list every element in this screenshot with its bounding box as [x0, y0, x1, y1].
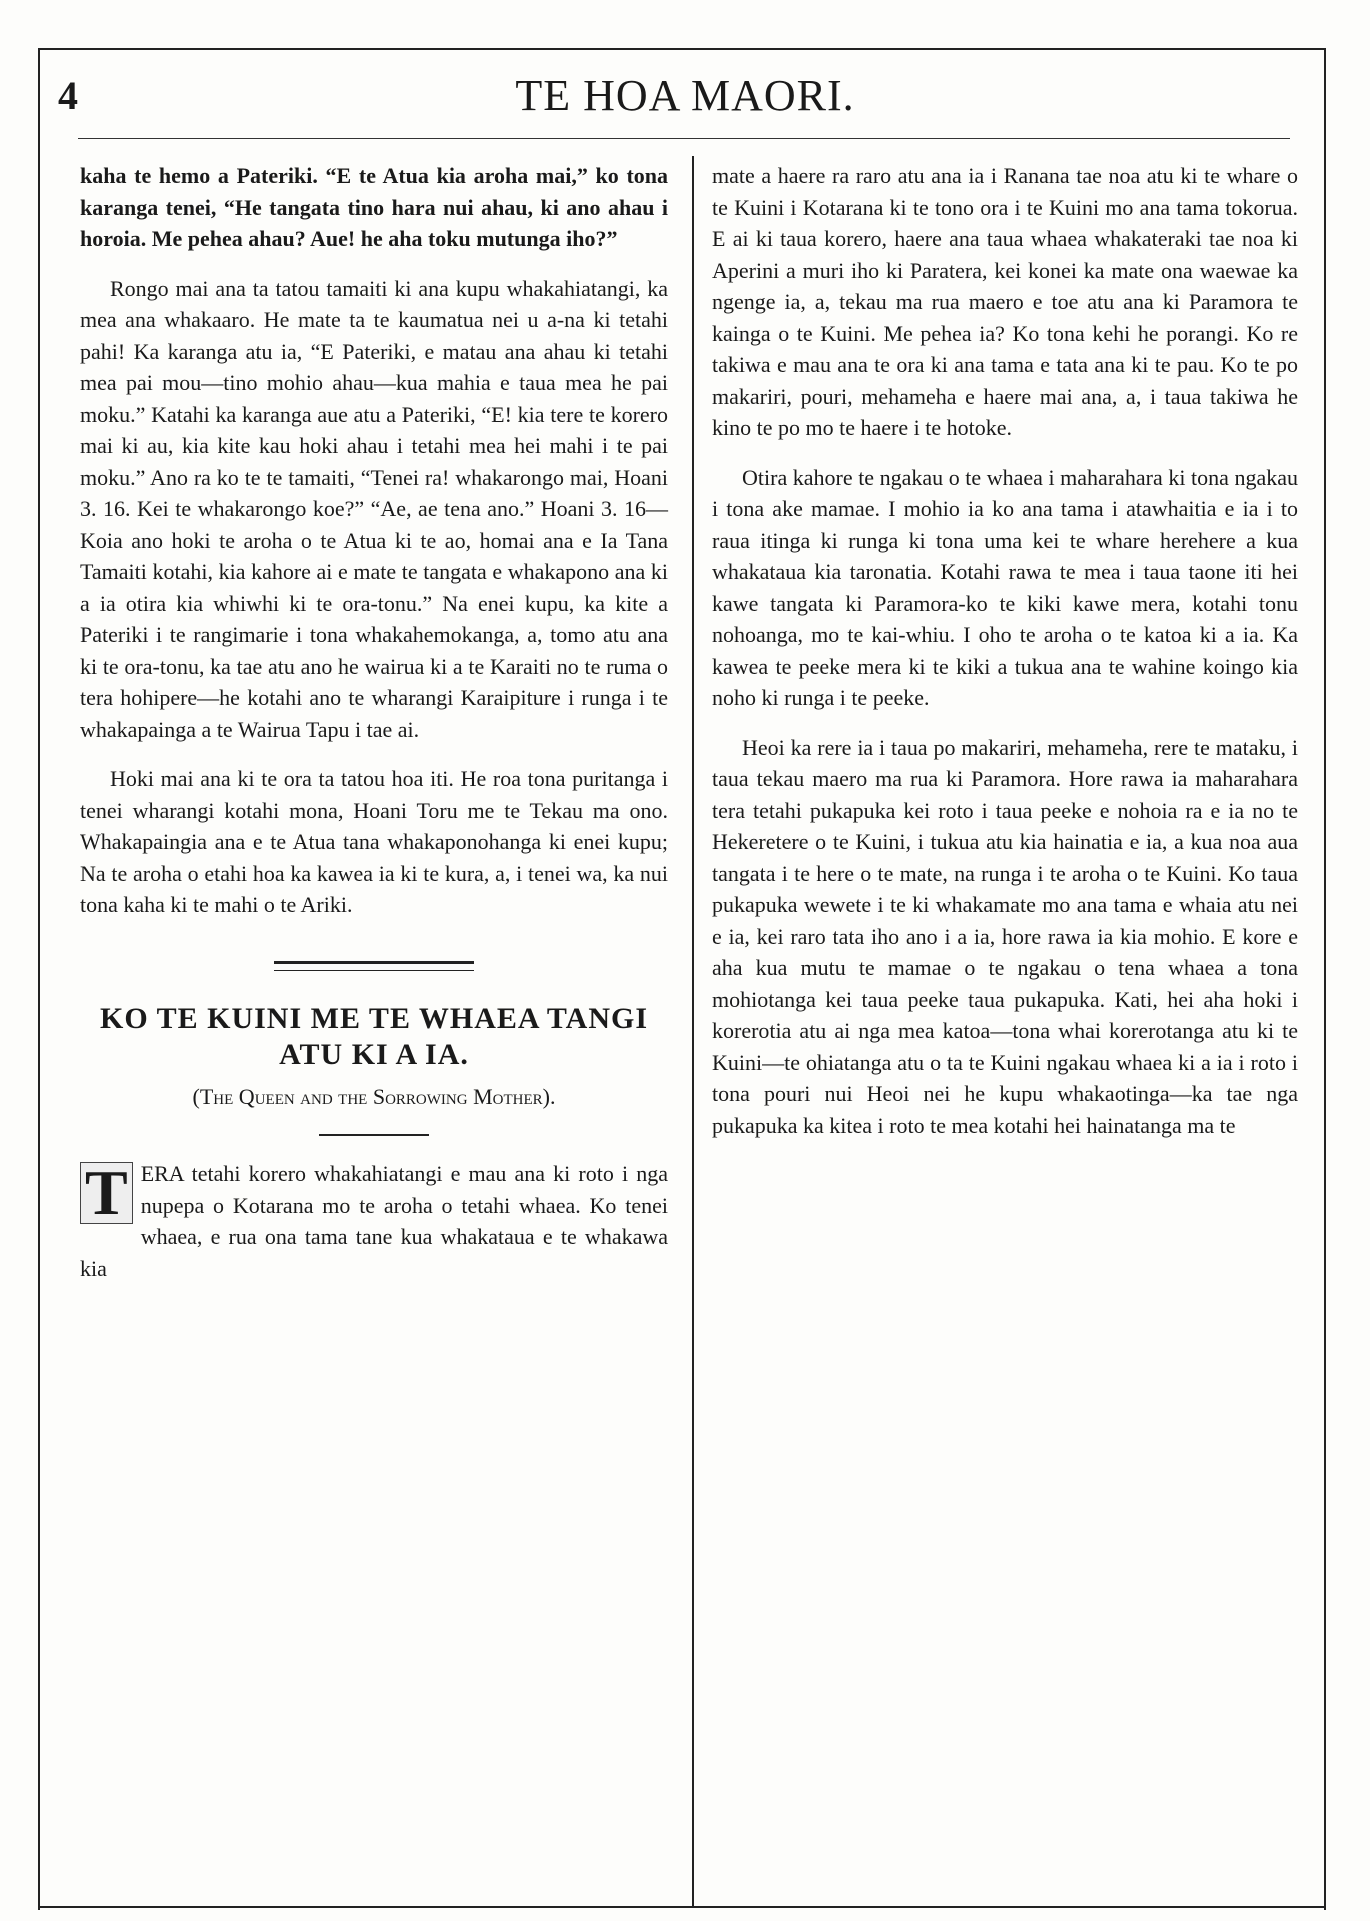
- article-paragraph: Hoki mai ana ki te ora ta tatou hoa iti. He roa tona puritanga i tenei wharangi kotahi mona, Hoani Toru me te Tekau ma ono. Whakapaingia ana e te Atua tana whakaponohanga ki enei kupu; Na te aroha o etahi hoa ka kawea ia ki te kura, a, i tenei wa, ka nui tona kaha ki te mahi o te Ariki.: [80, 766, 668, 917]
- section-divider: [274, 961, 474, 971]
- article-paragraph: kaha te hemo a Pateriki. “E te Atua kia aroha mai,” ko tona karanga tenei, “He tangata tino hara nui ahau, ki ano ahau i horoia. Me pehea ahau? Aue! he aha toku mutunga iho?”: [80, 163, 668, 251]
- page-border-right: [1324, 48, 1326, 1910]
- subtitle-rule: [319, 1134, 429, 1136]
- page-border-left: [38, 48, 40, 1910]
- left-column: [80, 160, 668, 1302]
- page-number: 4: [58, 73, 78, 118]
- section-paragraph: [80, 1158, 668, 1284]
- header-rule: [78, 138, 1290, 139]
- column-divider: [692, 156, 694, 1906]
- article-paragraph: Otira kahore te ngakau o te whaea i maharahara ki tona ngakau i tona ake mamae. I mohio ia ko ana tama i atawhaitia e ia i to raua itinga ki runga ki tona uma kei te whare herehere a kua whakataua kia taronatia. Kotahi rawa te mea i taua taone iti hei kawe tangata ki Paramora-ko te kiki kawe mera, kotahi tonu nohoanga, mo te kai-whiu. I oho te aroha o te katoa ki a ia. Ka kawea te peeke mera ki te kiki a tukua ana te wahine koingo kia noho ki runga i te peeke.: [712, 464, 1298, 710]
- newspaper-title: TE HOA MAORI.: [515, 71, 855, 120]
- article-paragraph: mate a haere ra raro atu ana ia i Ranana tae noa atu ki te whare o te Kuini i Kotarana ki te tono ora i te Kuini mo ana tama tokorua. E ai ki taua korero, haere ana taua whaea whakateraki tae noa ki Aperini a muri iho ki Paratera, kei konei ka mate ona waewae ka ngenge ia, a, tekau ma rua maero e toe atu ana ki Paramora te kainga o te Kuini. Me pehea ia? Ko tona kehi he porangi. Ko re takiwa e mau ana te ora ki ana tama e tata ana ki te pau. Ko te po makariri, pouri, mehameha e haere mai ana, a, i taua takiwa he kino te po mo te haere i te hotoke.: [712, 163, 1298, 440]
- page-border-top: [38, 48, 1326, 50]
- right-column: [712, 160, 1298, 1159]
- section-title: KO TE KUINI ME TE WHAEA TANGI ATU KI A IA.: [99, 1001, 649, 1071]
- section-paragraph-text: ERA tetahi korero whakahiatangi e mau ana ki roto i nga nupepa o Kotarana mo te aroha o tetahi whaea. Ko tenei whaea, e rua ona tama tane kua whakataua e te whakawa kia: [80, 1161, 668, 1281]
- drop-cap: T: [80, 1162, 133, 1224]
- article-paragraph: Rongo mai ana ta tatou tamaiti ki ana kupu whakahiatangi, ka mea ana whakaaro. He mate ta te kaumatua nei u a-na ki tetahi pahi! Ka karanga atu ia, “E Pateriki, e matau ana ahau ki tetahi mea pai mou—tino mohio ahau—kua mahia e taua mea he pai moku.” Katahi ka karanga aue atu a Pateriki, “E! kia tere te korero mai ki au, kia kite kau hoki ahau i tetahi mea hei mahi i te pai moku.” Ano ra ko te te tamaiti, “Tenei ra! whakarongo mai, Hoani 3. 16. Kei te whakarongo koe?” “Ae, ae tena ano.” Hoani 3. 16—Koia ano hoki te aroha o te Atua ki te ao, homai ana e Ia Tana Tamaiti kotahi, kia kahore ai e mate te tangata e whakapono ana ki a ia otira kia whiwhi ki te ora-tonu.” Na enei kupu, ka kite a Pateriki i te rangimarie i tona whakahemokanga, a, tomo atu ana ki te ora-tonu, ka tae atu ano he wairua ki a te Karaiti no te ruma o tera hohipere—he kotahi ano te wharangi Karaipiture i runga i te whakapainga a te Wairua Tapu i tae ai.: [80, 275, 668, 742]
- section-subtitle: (The Queen and the Sorrowing Mother).: [192, 1083, 556, 1109]
- article-paragraph: Heoi ka rere ia i taua po makariri, mehameha, rere te mataku, i taua tekau maero ma rua ki Paramora. Hore rawa ia maharahara tera tetahi pukapuka kei roto i taua peeke e nohoia ra e ia no te Hekeretere o te Kuini, i tukua atu kia hainatia e ia, a kua noa aua tangata i te here o te mate, na runga i te aroha o te Kuini. Ko taua pukapuka wewete i te ki whakamate mo ana tama e whaia atu nei e ia, kei raro tata iho ano i a ia, hore rawa ia kia mohio. E kore e aha kua mutu te mamae o te ngakau o tena whaea a tona mohiotanga kei taua peeke taua pukapuka. Kati, hei aha hoki i korerotia atu ai nga mea katoa—tona whai korerotanga atu ki te Kuini—te ohiatanga atu o ta te Kuini ngakau whaea ki a ia i roto i tona pouri nui Heoi nei he kupu whakaotinga—ka tae nga pukapuka ka kitea i roto te mea kotahi hei hainatanga ma te: [712, 734, 1298, 1138]
- page-border-bottom: [38, 1906, 1326, 1908]
